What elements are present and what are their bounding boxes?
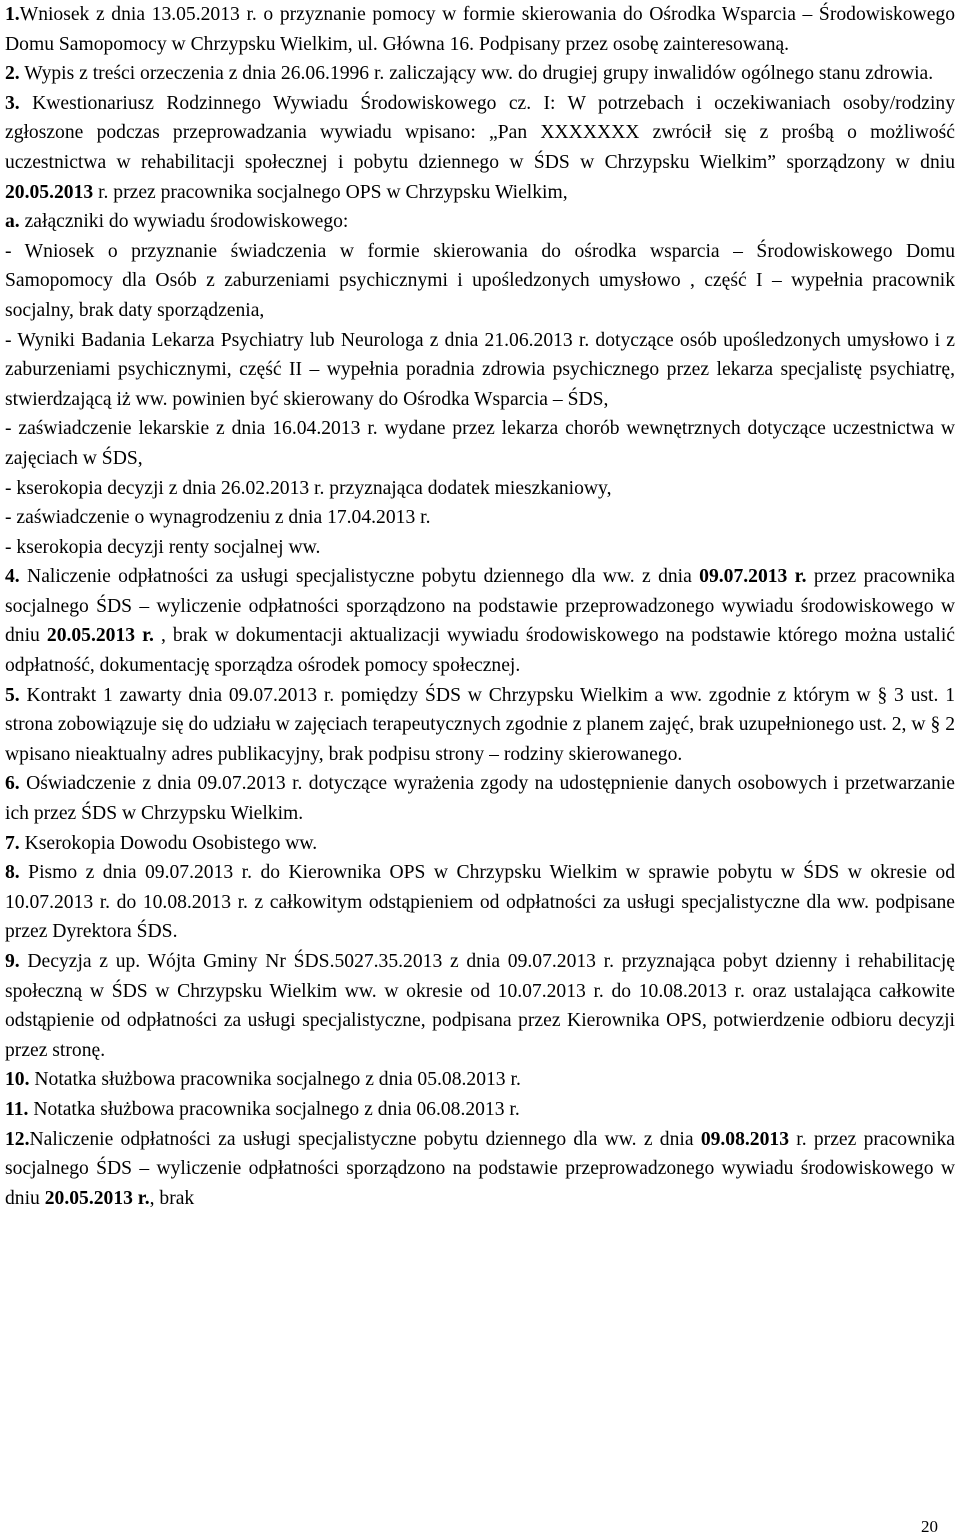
paragraph-text: - Wniosek o przyznanie świadczenia w formie skierowania do ośrodka wsparcia – Środowiskowego Domu Samopomocy dla Osób z zaburzeniami psychicznymi i upośledzonych umysłowo , część I – wypełnia pracownik socjalny, brak daty sporządzenia,: [5, 240, 955, 321]
bold-text: 4.: [5, 566, 20, 588]
bold-text: 20.05.2013 r.: [44, 1187, 150, 1209]
bold-text: 20.05.2013 r.: [46, 625, 154, 647]
document-paragraph: [5, 769, 955, 828]
paragraph-text: Notatka służbowa pracownika socjalnego z dnia 06.08.2013 r.: [28, 1098, 520, 1120]
document-paragraph: [5, 947, 955, 1065]
document-paragraph: [5, 414, 955, 473]
bold-text: 7.: [5, 832, 20, 854]
bold-text: 2.: [5, 63, 20, 85]
bold-text: 11.: [5, 1098, 29, 1120]
page-number: 20: [921, 1517, 938, 1536]
paragraph-text: Kwestionariusz Rodzinnego Wywiadu Środowiskowego cz. I: W potrzebach i oczekiwaniach osoby/rodziny zgłoszone podczas przeprowadzania wywiadu wpisano: „Pan XXXXXXX zwrócił się z prośbą o możliwość uczestnictwa w rehabilitacji społecznej i pobytu dziennego w ŚDS w Chrzypsku Wielkim” sporządzony w dniu: [5, 92, 955, 173]
document-paragraph: [5, 533, 955, 563]
document-paragraph: [5, 59, 955, 89]
bold-text: 6.: [5, 773, 20, 795]
document-paragraph: [5, 89, 955, 207]
bold-text: 10.: [5, 1069, 30, 1091]
document-paragraph: [5, 681, 955, 770]
bold-text: 5.: [5, 684, 20, 706]
document-paragraph: [5, 503, 955, 533]
paragraph-text: , brak: [149, 1187, 195, 1209]
paragraph-text: Kserokopia Dowodu Osobistego ww.: [19, 832, 318, 854]
paragraph-text: Decyzja z up. Wójta Gminy Nr ŚDS.5027.35.2013 z dnia 09.07.2013 r. przyznająca pobyt dzienny i rehabilitację społeczną w ŚDS w Chrzypsku Wielkim ww. w okresie od 10.07.2013 r. do 10.08.2013 r. oraz ustalająca całkowite odstąpienie od odpłatności za usługi specjalistyczne, podpisana przez Kierownika OPS, potwierdzenie odbioru decyzji przez stronę.: [5, 951, 955, 1061]
paragraph-text: r. przez pracownika socjalnego OPS w Chrzypsku Wielkim,: [93, 181, 568, 203]
paragraph-text: Notatka służbowa pracownika socjalnego z dnia 05.08.2013 r.: [29, 1069, 521, 1091]
bold-text: 20.05.2013: [5, 181, 94, 203]
paragraph-text: Naliczenie odpłatności za usługi specjalistyczne pobytu dziennego dla ww. z dnia: [19, 566, 700, 588]
bold-text: 8.: [5, 862, 20, 884]
document-paragraph: [5, 829, 955, 859]
paragraph-text: r. przez pracownika socjalnego ŚDS – wyliczenie odpłatności sporządzono na podstawie przeprowadzonego wywiadu środowiskowego w dniu: [5, 1128, 955, 1209]
document-paragraph: [5, 858, 955, 947]
document-paragraph: [5, 1095, 955, 1125]
paragraph-text: - zaświadczenie o wynagrodzeniu z dnia 17.04.2013 r.: [5, 507, 431, 529]
paragraph-text: , brak w dokumentacji aktualizacji wywiadu środowiskowego na podstawie którego można ustalić odpłatność, dokumentację sporządza ośrodek pomocy społecznej.: [5, 625, 955, 677]
document-paragraph: [5, 1065, 955, 1095]
document-body: [5, 0, 955, 1213]
bold-text: 12.: [5, 1128, 30, 1150]
paragraph-text: Wypis z treści orzeczenia z dnia 26.06.1996 r. zaliczający ww. do drugiej grupy inwalidów ogólnego stanu zdrowia.: [19, 63, 934, 85]
bold-text: a.: [5, 211, 20, 233]
document-paragraph: [5, 1125, 955, 1214]
paragraph-text: Oświadczenie z dnia 09.07.2013 r. dotyczące wyrażenia zgody na udostępnienie danych osobowych i przetwarzanie ich przez ŚDS w Chrzypsku Wielkim.: [5, 773, 955, 825]
document-paragraph: [5, 237, 955, 326]
bold-text: 09.07.2013 r.: [699, 566, 807, 588]
paragraph-text: załączniki do wywiadu środowiskowego:: [19, 211, 349, 233]
paragraph-text: - zaświadczenie lekarskie z dnia 16.04.2013 r. wydane przez lekarza chorób wewnętrznych dotyczące uczestnictwa w zajęciach w ŚDS,: [5, 418, 955, 469]
bold-text: 1.: [5, 4, 20, 25]
paragraph-text: przez pracownika socjalnego ŚDS – wyliczenie odpłatności sporządzono na podstawie przeprowadzonego wywiadu środowiskowego w dniu: [5, 566, 955, 647]
document-paragraph: [5, 207, 955, 237]
bold-text: 9.: [5, 951, 20, 972]
document-paragraph: [5, 326, 955, 415]
paragraph-text: Naliczenie odpłatności za usługi specjalistyczne pobytu dziennego dla ww. z dnia: [29, 1128, 701, 1150]
document-paragraph: [5, 0, 955, 59]
paragraph-text: Wniosek z dnia 13.05.2013 r. o przyznanie pomocy w formie skierowania do Ośrodka Wsparcia – Środowiskowego Domu Samopomocy w Chrzypsku Wielkim, ul. Główna 16. Podpisany przez osobę zainteresowaną.: [5, 4, 955, 55]
paragraph-text: - kserokopia decyzji z dnia 26.02.2013 r. przyznająca dodatek mieszkaniowy,: [5, 477, 612, 499]
paragraph-text: - Wyniki Badania Lekarza Psychiatry lub Neurologa z dnia 21.06.2013 r. dotyczące osób upośledzonych umysłowo i z zaburzeniami psychicznymi, część II – wypełnia poradnia zdrowia psychicznego przez lekarza specjalistę psychiatrę, stwierdzającą iż ww. powinien być skierowany do Ośrodka Wsparcia – ŚDS,: [5, 329, 955, 410]
document-paragraph: [5, 562, 955, 680]
paragraph-text: Kontrakt 1 zawarty dnia 09.07.2013 r. pomiędzy ŚDS w Chrzypsku Wielkim a ww. zgodnie z którym w § 3 ust. 1 strona zobowiązuje się do udziału w zajęciach terapeutycznych zgodnie z planem zajęć, brak uzupełnionego ust. 2, w § 2 wpisano nieaktualny adres publikacyjny, brak podpisu strony – rodziny skierowanego.: [5, 684, 955, 765]
bold-text: 3.: [5, 92, 20, 114]
document-paragraph: [5, 474, 955, 504]
paragraph-text: - kserokopia decyzji renty socjalnej ww.: [5, 536, 321, 558]
bold-text: 09.08.2013: [700, 1128, 789, 1150]
paragraph-text: Pismo z dnia 09.07.2013 r. do Kierownika OPS w Chrzypsku Wielkim w sprawie pobytu w ŚDS w okresie od 10.07.2013 r. do 10.08.2013 r. z całkowitym odstąpieniem od odpłatności za usługi specjalistyczne dla ww. podpisane przez Dyrektora ŚDS.: [5, 862, 955, 943]
